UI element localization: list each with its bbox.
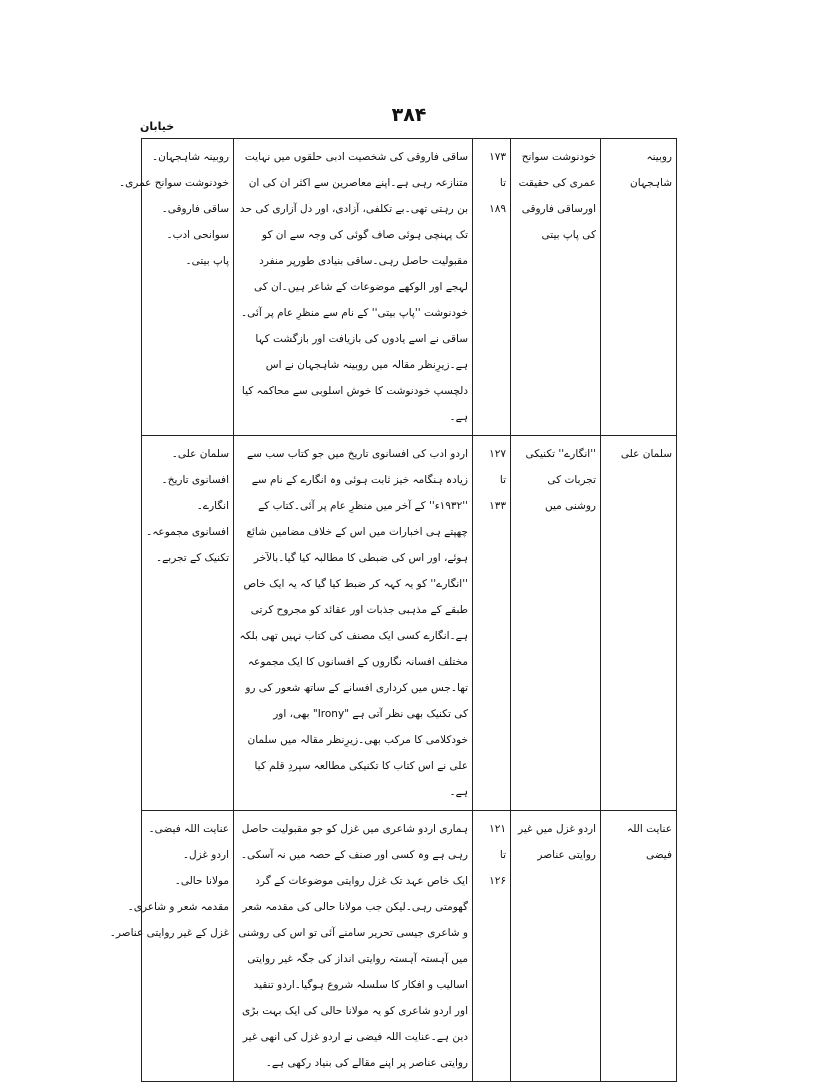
author-cell (601, 139, 677, 436)
keywords-cell (109, 811, 234, 1082)
author-name: عنایت اللہ فیضی (627, 823, 672, 861)
keyword: پاپ بیتی۔ (185, 255, 229, 267)
author-name: روبینہ شاہجہان (630, 151, 672, 189)
keyword: سلمان علی۔ (171, 448, 229, 460)
summary-text: ہماری اردو شاعری میں غزل کو جو مقبولیت حاصل رہی ہے وہ کسی اور صنف کے حصہ میں نہ آسکی۔ایک خاص عہد تک غزل روایتی موضوعات کے گرد گھومتی رہی۔لیکن جب مولانا حالی کی مقدمہ شعر و شاعری جیسی تحریر سامنے آئی تو اس کی روشنی میں آہستہ آہستہ روایتی انداز کی جگہ غیر روایتی اسالیب و افکار کا سلسلہ شروع ہوگیا۔اردو تنقید اور اردو شاعری کو یہ مولانا حالی کی ایک بہت بڑی دین ہے۔عنایت اللہ فیضی نے اردو غزل کی انھی غیر روایتی عناصر پر اپنے مقالے کی بنیاد رکھی ہے۔ (238, 823, 468, 1069)
page-separator: تا (499, 177, 506, 189)
author-cell (601, 811, 677, 1082)
keyword: ساقی فاروقی۔ (161, 203, 229, 215)
page-end: ۱۸۹ (489, 203, 506, 215)
keyword: مقدمہ شعر و شاعری۔ (127, 901, 229, 913)
keyword: روبینہ شاہجہان۔ (151, 151, 229, 163)
page-start: ۱۲۷ (489, 448, 506, 460)
keyword: غزل کے غیر روایتی عناصر۔ (109, 927, 229, 939)
page-separator: تا (499, 474, 506, 486)
keyword: سوانحی ادب۔ (166, 229, 229, 241)
journal-name: خیابان (140, 120, 175, 133)
article-title: ''انگارے'' تکنیکی تجربات کی روشنی میں (525, 448, 596, 512)
keyword: افسانوی تاریخ۔ (161, 474, 229, 486)
page-end: ۱۳۳ (489, 500, 506, 512)
title-cell (511, 436, 601, 811)
page-start: ۱۷۳ (489, 151, 506, 163)
table-row (142, 811, 677, 1082)
author-cell (601, 436, 677, 811)
keyword: عنایت اللہ فیضی۔ (148, 823, 229, 835)
summary-cell (234, 139, 473, 436)
summary-cell (234, 436, 473, 811)
page-end: ۱۲۶ (489, 875, 506, 887)
table-row (142, 139, 677, 436)
author-name: سلمان علی (620, 448, 672, 460)
article-title: اردو غزل میں غیر روایتی عناصر (518, 823, 596, 861)
page-separator: تا (499, 849, 506, 861)
articles-table (109, 138, 677, 1082)
title-cell (511, 811, 601, 1082)
keyword: خودنوشت سوانح عمری۔ (118, 177, 229, 189)
keyword: افسانوی مجموعہ۔ (146, 526, 229, 538)
summary-text: ساقی فاروقی کی شخصیت ادبی حلقوں میں نہایت متنازعہ رہی ہے۔اپنے معاصرین سے اکثر ان کی ان بن رہتی تھی۔بے تکلفی، آزادی، اور دل آزاری کی حد تک پہنچی ہوئی صاف گوئی کی وجہ سے ان کو مقبولیت حاصل رہی۔ساقی بنیادی طورپر منفرد لہجے اور الوکھے موضوعات کے شاعر ہیں۔ان کی خودنوشت ''پاپ بیتی'' کے نام سے منظرِ عام پر آئی۔ساقی نے اسے یادوں کی بازیافت اور بازگشت کہا ہے۔زیرِنظر مقالہ میں روبینہ شاہجہان نے اس دلچسپ خودنوشت کا خوش اسلوبی سے محاکمہ کیا ہے۔ (240, 151, 468, 423)
keyword: تکنیک کے تجربے۔ (155, 552, 229, 564)
keywords-cell (118, 139, 234, 436)
article-title: خودنوشت سوانح عمری کی حقیقت اورساقی فاروقی کی پاپ بیتی (518, 151, 596, 241)
table-row (142, 436, 677, 811)
title-cell (511, 139, 601, 436)
summary-cell (234, 811, 473, 1082)
pages-cell (473, 139, 511, 436)
keyword: مولانا حالی۔ (174, 875, 229, 887)
summary-text: اردو ادب کی افسانوی تاریخ میں جو کتاب سب سے زیادہ ہنگامہ خیز ثابت ہوئی وہ انگارے کے نام سے ''۱۹۳۲ء'' کے آخر میں منظرِ عام پر آئی۔کتاب کے چھپتے ہی اخبارات میں اس کے خلاف مضامین شائع ہوئے، اور اس کی ضبطی کا مطالبہ کیا گیا۔بالآخر ''انگارے'' کو یہ کہہ کر ضبط کیا گیا کہ یہ ایک خاص طبقے کے مذہبی جذبات اور عقائد کو مجروح کرتی ہے۔انگارے کسی ایک مصنف کی کتاب نہیں تھی بلکہ مختلف افسانہ نگاروں کے افسانوں کا ایک مجموعہ تھا۔جس میں کرداری افسانے کے ساتھ شعور کی رو کی تکنیک بھی نظر آتی ہے "Irony" بھی، اور خودکلامی کا مرکب بھی۔زیرِنظر مقالہ میں سلمان علی نے اس کتاب کا تکنیکی مطالعہ سپردِ قلم کیا ہے۔ (239, 448, 468, 798)
keyword: اردو غزل۔ (182, 849, 229, 861)
pages-cell (473, 436, 511, 811)
pages-cell (473, 811, 511, 1082)
page-start: ۱۲۱ (489, 823, 506, 835)
keyword: انگارے۔ (196, 500, 229, 512)
keywords-cell (142, 436, 234, 811)
page-number: ۳۸۴ (391, 104, 427, 126)
